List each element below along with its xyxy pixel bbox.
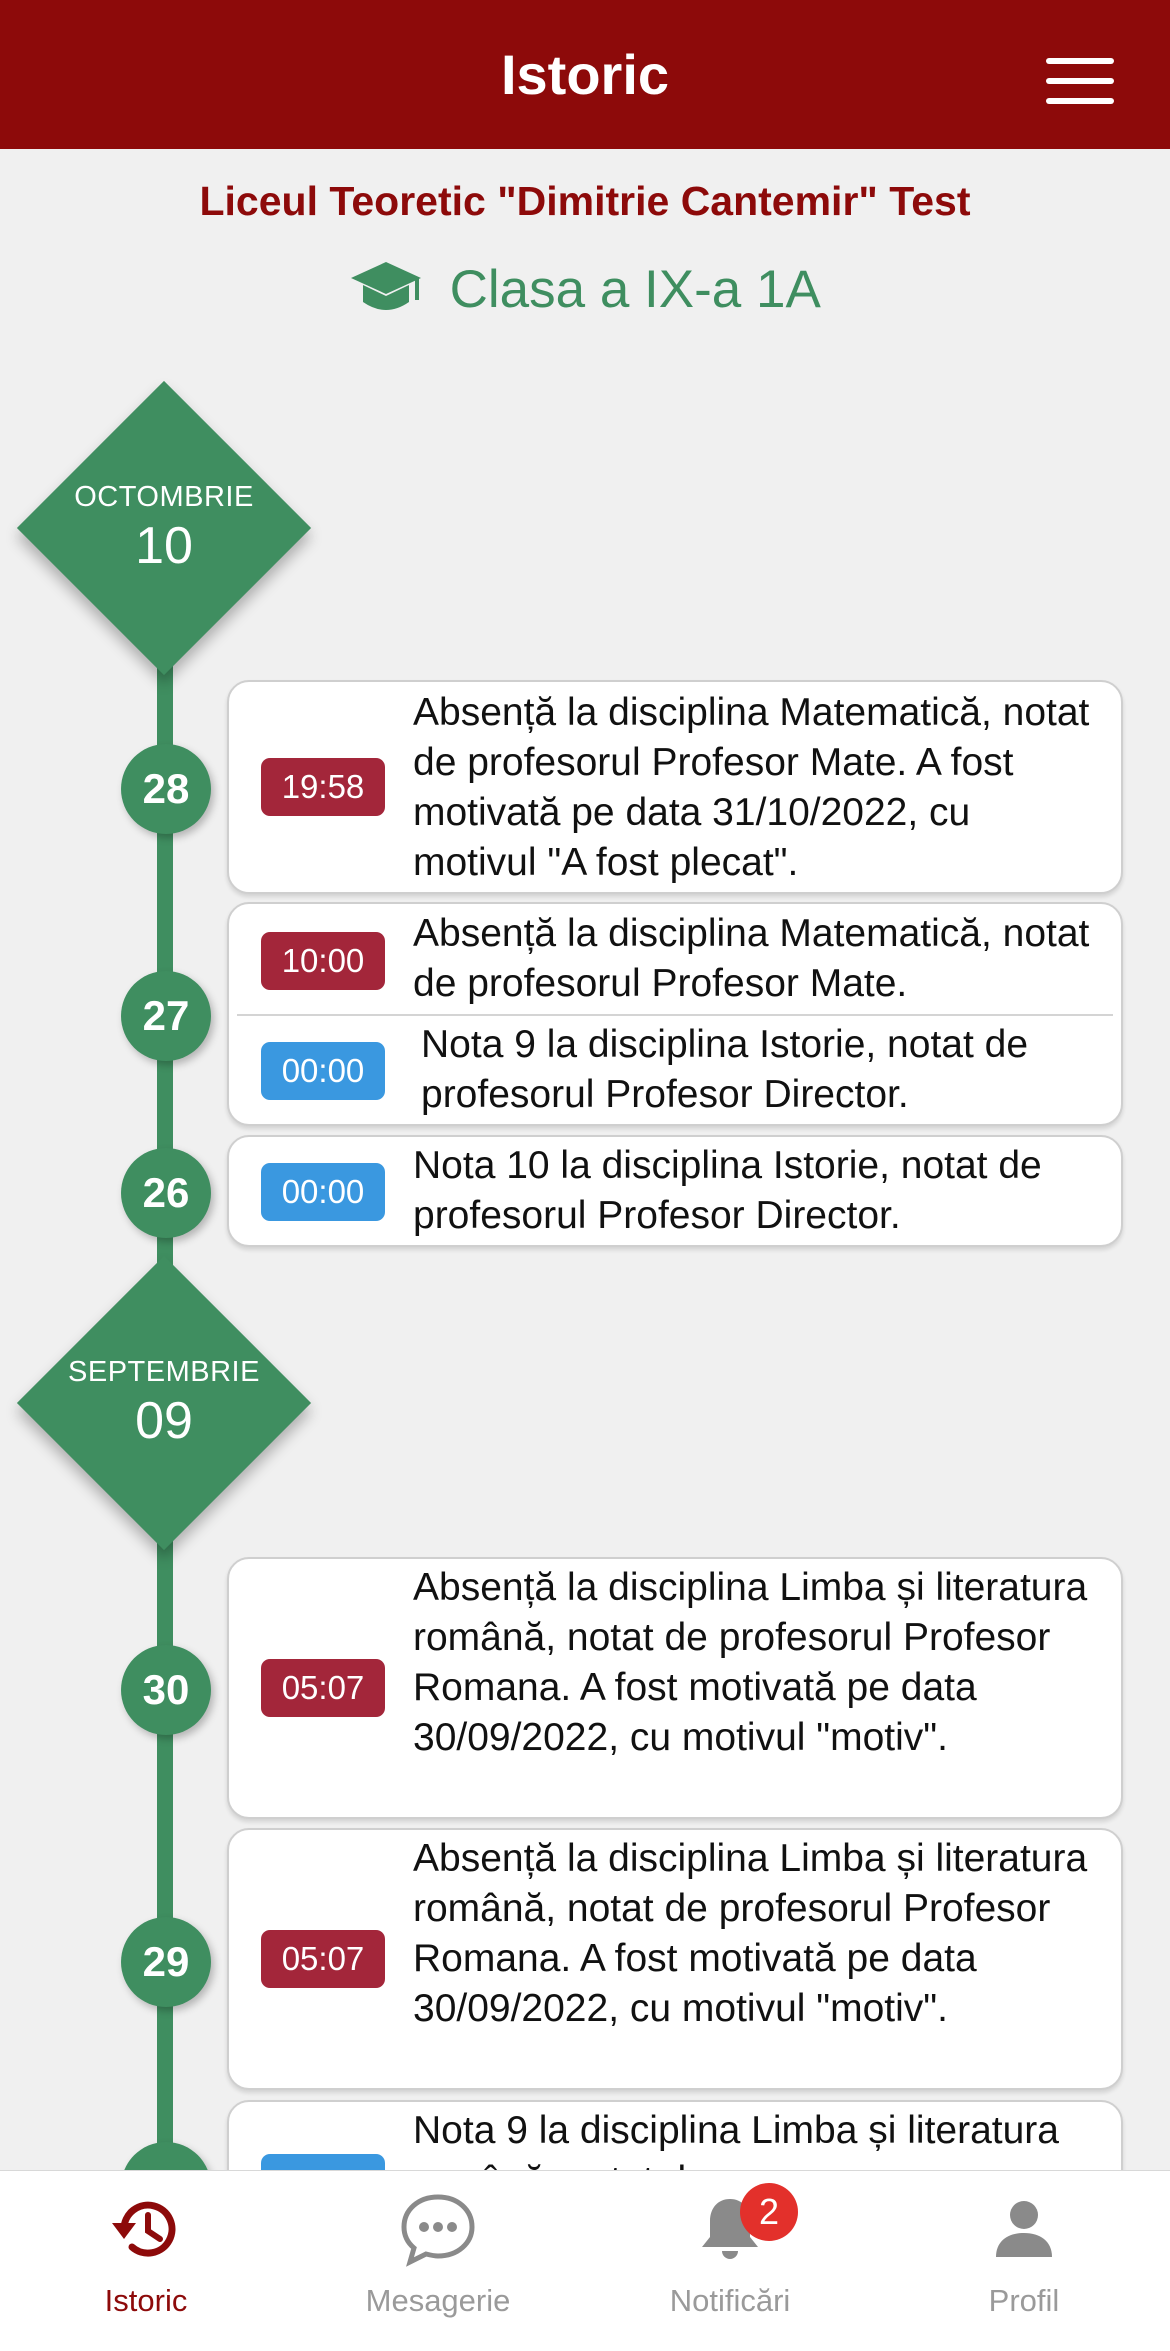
tab-mesagerie[interactable] [292, 2171, 584, 2351]
entry-text: Nota 9 la disciplina Limba și literatura [413, 2109, 1059, 2152]
tab-notificari[interactable] [584, 2171, 876, 2351]
entry-text: Absență la disciplina Matematică, notat de profesorul Profesor Mate. [413, 912, 1090, 1005]
month-marker [16, 1255, 312, 1551]
time-badge: 10:00 [261, 932, 385, 990]
month-name: OCTOMBRIE [74, 480, 254, 513]
history-entry [229, 1830, 1121, 2088]
chat-icon [400, 2191, 476, 2267]
class-header [0, 258, 1170, 328]
time-badge: 05:07 [261, 1930, 385, 1988]
history-entry [237, 1014, 1113, 1124]
month-number: 10 [135, 516, 193, 575]
history-card[interactable] [227, 902, 1123, 1126]
time-badge: 00:00 [261, 1163, 385, 1221]
time-badge: 05:07 [261, 1659, 385, 1717]
day-marker: 28 [121, 744, 211, 834]
month-marker [16, 380, 312, 676]
app-header [0, 0, 1170, 149]
tab-label: Notificări [669, 2283, 791, 2318]
entry-text: Nota 10 la disciplina Istorie, notat de profesorul Profesor Director. [413, 1144, 1042, 1237]
history-entry [229, 682, 1121, 892]
time-badge: 19:58 [261, 758, 385, 816]
history-card[interactable] [227, 1828, 1123, 2090]
graduation-cap-icon [349, 258, 423, 320]
entry-text: Absență la disciplina Matematică, notat de profesorul Profesor Mate. A fost motivată pe data 31/10/2022, cu motivul "A fost plecat". [413, 691, 1090, 884]
tab-label: Mesagerie [365, 2283, 511, 2318]
tab-profil[interactable] [878, 2171, 1170, 2351]
month-number: 09 [135, 1391, 193, 1450]
page-title: Istoric [500, 43, 670, 106]
history-card[interactable] [227, 680, 1123, 894]
history-card[interactable] [227, 1557, 1123, 1819]
month-name: SEPTEMBRIE [68, 1355, 260, 1388]
day-marker: 27 [121, 971, 211, 1061]
day-marker: 30 [121, 1645, 211, 1735]
history-entry [229, 1137, 1121, 1245]
history-entry [229, 904, 1121, 1014]
time-badge: 00:00 [261, 1042, 385, 1100]
entry-text: Absență la disciplina Limba și literatura română, notat de profesorul Profesor Romana. A fost motivată pe data 30/09/2022, cu motivul "motiv". [413, 1837, 1088, 2030]
notification-badge: 2 [740, 2183, 798, 2241]
day-marker: 26 [121, 1148, 211, 1238]
menu-icon[interactable] [1046, 58, 1114, 104]
day-marker: 29 [121, 1917, 211, 2007]
history-icon [108, 2191, 184, 2267]
bottom-tab-bar [0, 2170, 1170, 2351]
entry-text: Nota 9 la disciplina Istorie, notat de profesorul Profesor Director. [421, 1023, 1029, 1116]
history-card[interactable] [227, 1135, 1123, 1247]
history-entry [229, 1559, 1121, 1817]
entry-text: Absență la disciplina Limba și literatura română, notat de profesorul Profesor Romana. A fost motivată pe data 30/09/2022, cu motivul "motiv". [413, 1566, 1088, 1759]
tab-label: Istoric [104, 2283, 188, 2318]
tab-istoric[interactable] [0, 2171, 292, 2351]
school-name: Liceul Teoretic "Dimitrie Cantemir" Test [199, 178, 971, 224]
tab-label: Profil [988, 2283, 1060, 2318]
class-name: Clasa a IX-a 1A [449, 259, 821, 319]
person-icon [986, 2191, 1062, 2267]
